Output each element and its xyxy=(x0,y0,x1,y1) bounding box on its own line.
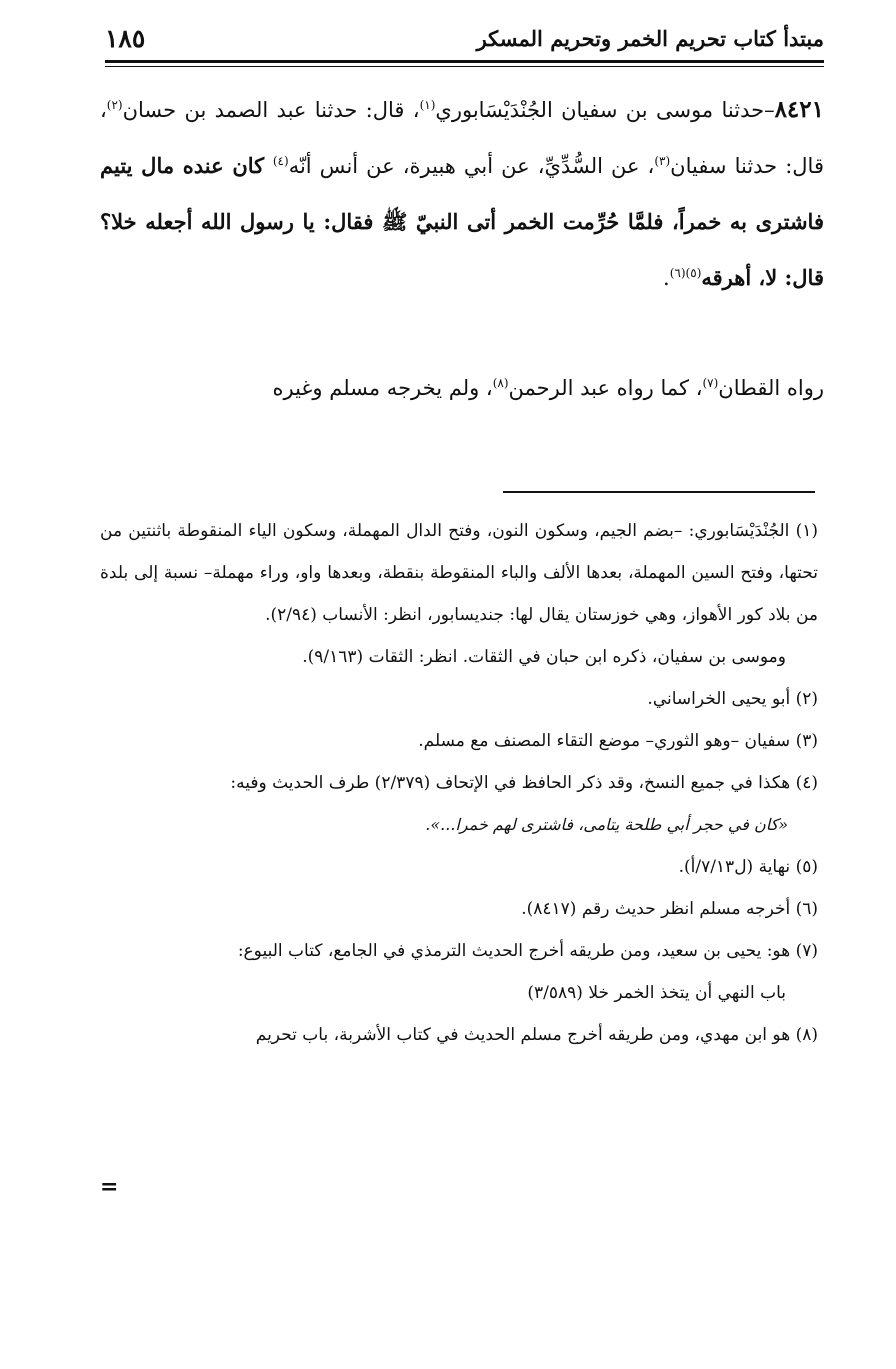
footnote-ref-4[interactable]: (٤) xyxy=(272,154,289,168)
narrator-text-3: ، ولم يخرجه مسلم وغيره xyxy=(272,376,493,400)
narrator-text-1: رواه القطان xyxy=(718,376,824,400)
footnote-3: (٣) سفيان –وهو الثوري– موضع التقاء المصنف مع مسلم. xyxy=(418,731,818,751)
page-header xyxy=(105,22,824,56)
footnote-7: (٧) هو: يحيى بن سعيد، ومن طريقه أخرج الحديث الترمذي في الجامع، كتاب البيوع: xyxy=(237,941,818,961)
isnad-text-3: ، قال: حدثنا سفيان xyxy=(100,98,824,178)
footnotes-section xyxy=(100,510,818,1056)
footnote-2: (٢) أبو يحيى الخراساني. xyxy=(647,689,818,709)
hadith-number: ٨٤٢١ xyxy=(774,96,824,123)
narrator-paragraph xyxy=(100,360,824,416)
footnote-ref-7[interactable]: (٧) xyxy=(702,376,719,390)
footnote-1: (١) الجُنْدَيْسَابوري: –بضم الجيم، وسكون النون، وفتح الدال المهملة، وسكون الياء المنقوطة باثنتين من تحتها، وفتح السين المهملة، بعدها الألف والباء المنقوطة بنقطة، وبعدها واو، وراء مهملة– نسبة إلى بلدة من بلاد كور الأهواز، وهي خوزستان يقال لها: جنديسابور، انظر: الأنساب (٢/٩٤). xyxy=(100,521,818,625)
footnote-ref-8[interactable]: (٨) xyxy=(492,376,509,390)
footnote-ref-1[interactable]: (١) xyxy=(419,98,436,112)
footnote-7-continued: باب النهي أن يتخذ الخمر خلا (٣/٥٨٩) xyxy=(527,983,786,1003)
footnote-4-quote: «كان في حجر أبي طلحة يتامى، فاشترى لهم خمرا...». xyxy=(425,815,788,834)
header-rule-thick xyxy=(105,60,824,63)
running-title: مبتدأ كتاب تحريم الخمر وتحريم المسكر xyxy=(476,26,824,51)
footnote-ref-3[interactable]: (٣) xyxy=(654,154,671,168)
footnote-6: (٦) أخرجه مسلم انظر حديث رقم (٨٤١٧). xyxy=(521,899,818,919)
footnote-1-continued: وموسى بن سفيان، ذكره ابن حبان في الثقات. انظر: الثقات (٩/١٦٣). xyxy=(302,647,786,667)
hadith-matn: كان عنده مال يتيم فاشترى به خمراً، فلمَّا حُرِّمت الخمر أتى النبيّ ﷺ فقال: يا رسول الله أجعله خلا؟ قال: لا، أهرقه xyxy=(100,153,824,290)
footnote-separator xyxy=(503,491,815,493)
narrator-text-2: ، كما رواه عبد الرحمن xyxy=(508,376,703,400)
page-number: ١٨٥ xyxy=(105,24,146,53)
footnote-4: (٤) هكذا في جميع النسخ، وقد ذكر الحافظ في الإتحاف (٢/٣٧٩) طرف الحديث وفيه: xyxy=(230,773,818,793)
hadith-paragraph xyxy=(100,82,824,306)
isnad-text-2: ، قال: حدثنا عبد الصمد بن حسان xyxy=(122,98,420,122)
continuation-mark: = xyxy=(100,1174,119,1200)
footnote-5: (٥) نهاية (ل٧/١٣/أ). xyxy=(678,857,818,877)
isnad-text-1: –حدثنا موسى بن سفيان الجُنْدَيْسَابوري xyxy=(435,98,775,122)
footnote-ref-5-6[interactable]: (٥)(٦) xyxy=(669,266,702,280)
hadith-end: . xyxy=(663,266,670,290)
footnote-ref-2[interactable]: (٢) xyxy=(106,98,123,112)
isnad-text-4: ، عن السُّدِّيِّ، عن أبي هبيرة، عن أنس أنّه xyxy=(288,154,655,178)
footnote-8: (٨) هو ابن مهدي، ومن طريقه أخرج مسلم الحديث في كتاب الأشربة، باب تحريم xyxy=(255,1025,818,1045)
header-rule-thin xyxy=(105,66,824,67)
